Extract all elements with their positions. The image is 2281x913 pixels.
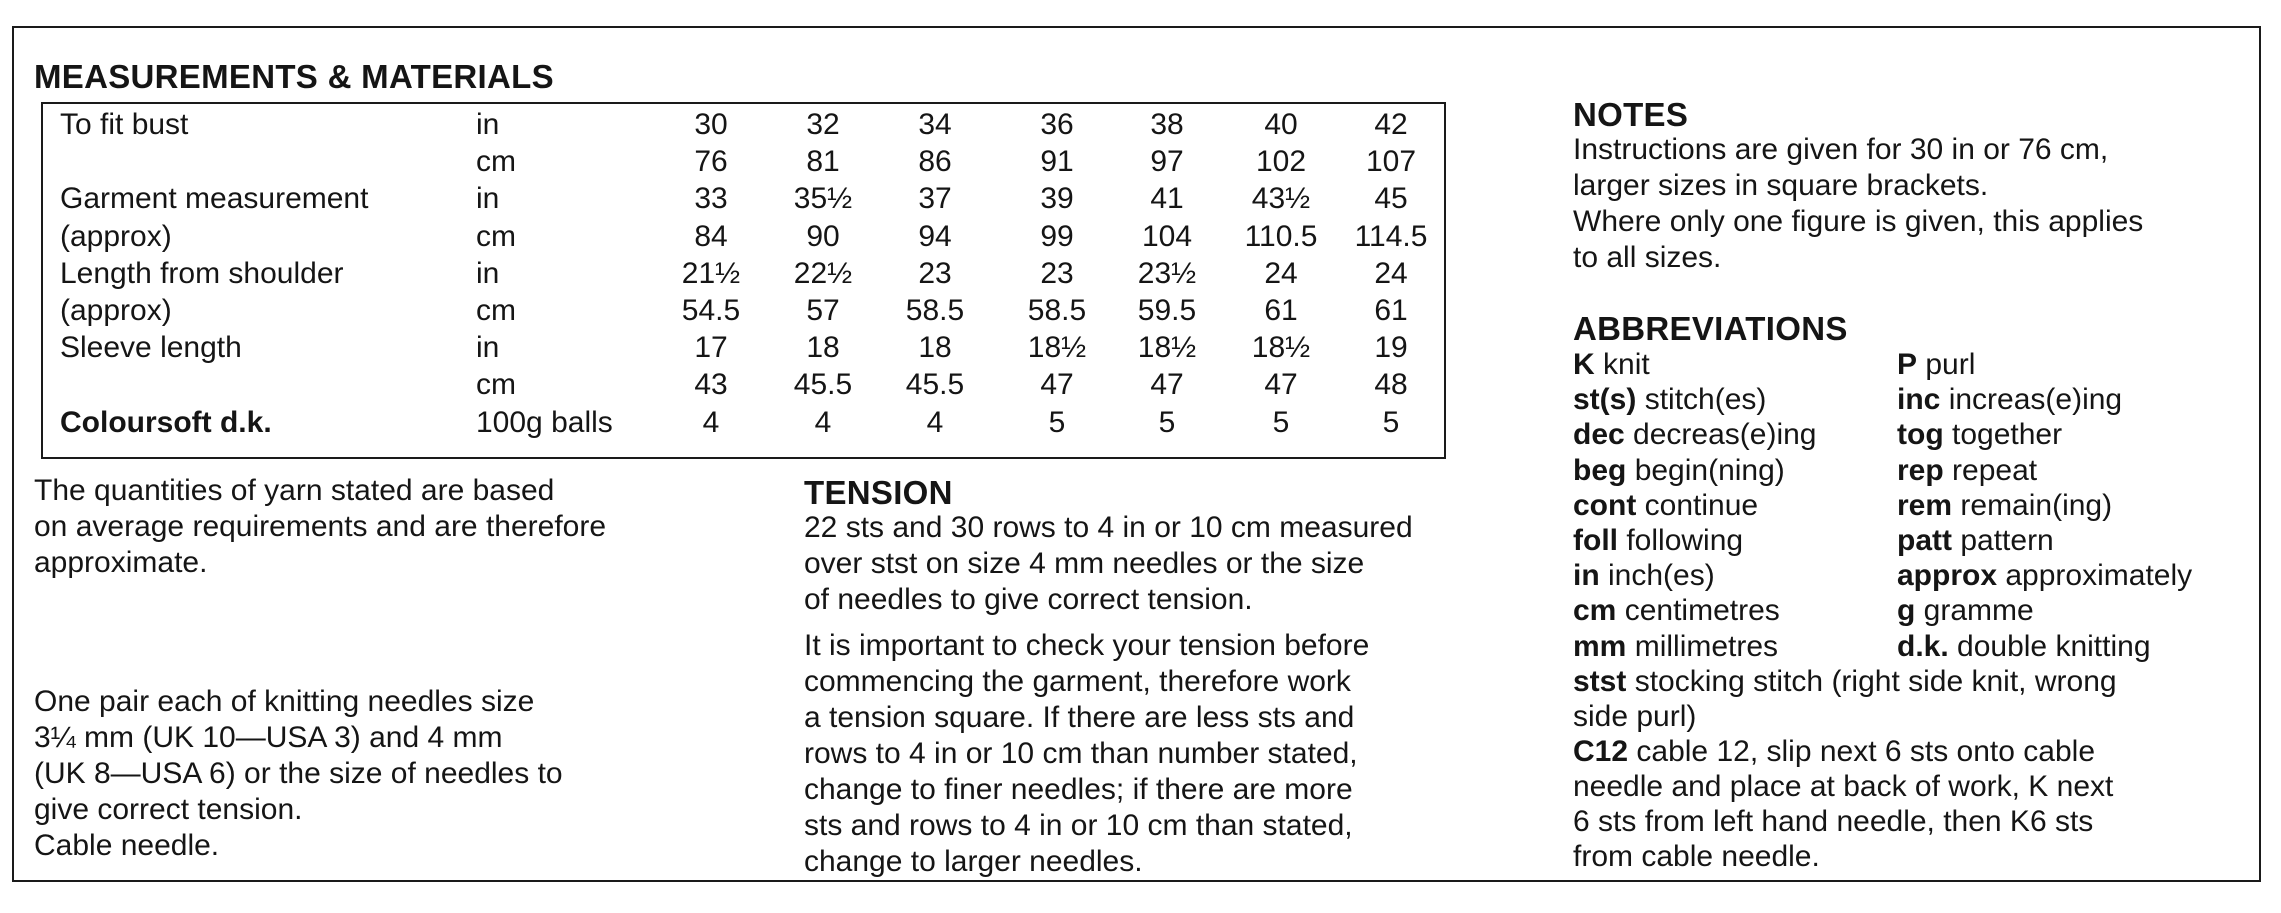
abbreviation-term: cont	[1573, 489, 1637, 522]
size-value: 24	[1374, 257, 1408, 290]
abbreviation-stst	[1573, 664, 2117, 699]
needles-note	[34, 684, 563, 864]
abbreviation-term: patt	[1897, 524, 1952, 557]
size-value: 43	[694, 368, 728, 401]
measurements-heading: MEASUREMENTS & MATERIALS	[34, 58, 554, 95]
needles-note-line: Cable needle.	[34, 829, 220, 862]
abbreviation-term: stst	[1573, 665, 1627, 698]
abbreviation-stst-cont: side purl)	[1573, 700, 1697, 733]
size-value: 59.5	[1137, 294, 1197, 327]
abbreviation-item	[1573, 347, 1650, 382]
yarn-note-line: approximate.	[34, 546, 208, 579]
size-value: 5	[1048, 406, 1066, 439]
abbreviation-term: approx	[1897, 559, 1998, 592]
size-value: 107	[1365, 145, 1417, 178]
abbreviation-c12-cont: needle and place at back of work, K next	[1573, 770, 2114, 803]
abbreviation-term: P	[1897, 348, 1918, 381]
size-value: 114.5	[1354, 220, 1428, 253]
size-value: 81	[806, 145, 840, 178]
abbreviation-item	[1573, 453, 1785, 488]
size-value: 90	[806, 220, 840, 253]
size-value: 37	[918, 182, 952, 215]
abbreviation-c12-cont: 6 sts from left hand needle, then K6 sts	[1573, 805, 2094, 838]
size-value: 35½	[793, 182, 853, 215]
size-value: 84	[694, 220, 728, 253]
notes-line: larger sizes in square brackets.	[1573, 169, 1989, 202]
row-label: (approx)	[60, 220, 172, 253]
size-value: 30	[694, 108, 728, 141]
needles-note-line: One pair each of knitting needles size	[34, 685, 535, 718]
abbreviation-meaning: begin(ning)	[1634, 454, 1785, 487]
size-value: 42	[1374, 108, 1408, 141]
tension-line: change to finer needles; if there are more	[804, 773, 1353, 806]
abbreviation-meaning: knit	[1603, 348, 1650, 381]
abbreviation-meaning: stocking stitch (right side knit, wrong	[1634, 665, 2117, 698]
yarn-note-line: The quantities of yarn stated are based	[34, 474, 555, 507]
abbreviation-meaning: continue	[1644, 489, 1759, 522]
size-value: 22½	[793, 257, 853, 290]
abbreviation-meaning: double knitting	[1957, 630, 2151, 663]
row-unit: in	[476, 257, 500, 290]
abbreviation-c12-cont: from cable needle.	[1573, 840, 1820, 873]
row-unit: in	[476, 182, 500, 215]
notes-line: Instructions are given for 30 in or 76 cm,	[1573, 133, 2109, 166]
size-value: 91	[1040, 145, 1074, 178]
abbreviation-item	[1573, 417, 1816, 452]
size-value: 58.5	[905, 294, 965, 327]
size-value: 41	[1150, 182, 1184, 215]
size-value: 99	[1040, 220, 1074, 253]
abbreviation-item	[1573, 558, 1715, 593]
tension-line: commencing the garment, therefore work	[804, 665, 1351, 698]
abbreviation-item	[1897, 629, 2151, 664]
tension-line: It is important to check your tension before	[804, 629, 1370, 662]
abbreviation-meaning: millimetres	[1634, 630, 1779, 663]
size-value: 18½	[1027, 331, 1087, 364]
tension-paragraph-2	[804, 628, 1369, 880]
abbreviation-term: mm	[1573, 630, 1627, 663]
size-value: 104	[1141, 220, 1193, 253]
size-value: 102	[1255, 145, 1307, 178]
size-value: 18	[918, 331, 952, 364]
tension-paragraph-1	[804, 510, 1413, 618]
tension-heading: TENSION	[804, 474, 953, 511]
tension-line: of needles to give correct tension.	[804, 583, 1253, 616]
row-label: Length from shoulder	[60, 257, 344, 290]
size-value: 48	[1374, 368, 1408, 401]
abbreviation-term: st(s)	[1573, 383, 1637, 416]
abbreviation-term: g	[1897, 594, 1916, 627]
row-unit: cm	[476, 294, 516, 327]
size-value: 76	[694, 145, 728, 178]
tension-line: change to larger needles.	[804, 845, 1143, 878]
abbreviation-item	[1573, 593, 1780, 628]
notes-line: Where only one figure is given, this applies	[1573, 205, 2144, 238]
abbreviation-term: foll	[1573, 524, 1618, 557]
tension-line: sts and rows to 4 in or 10 cm than stated,	[804, 809, 1353, 842]
abbreviation-meaning: pattern	[1960, 524, 2054, 557]
size-value: 18	[806, 331, 840, 364]
abbreviation-term: cm	[1573, 594, 1617, 627]
abbreviation-term: K	[1573, 348, 1595, 381]
abbreviation-item	[1897, 593, 2034, 628]
row-unit: in	[476, 108, 500, 141]
abbreviation-meaning: cable 12, slip next 6 sts onto cable	[1636, 735, 2096, 768]
yarn-note	[34, 473, 606, 581]
tension-line: 22 sts and 30 rows to 4 in or 10 cm measured	[804, 511, 1413, 544]
size-value: 47	[1040, 368, 1074, 401]
abbreviation-term: dec	[1573, 418, 1625, 451]
row-unit: cm	[476, 145, 516, 178]
abbreviation-term: d.k.	[1897, 630, 1949, 663]
abbreviation-term: in	[1573, 559, 1600, 592]
abbreviation-item	[1897, 347, 1975, 382]
size-value: 5	[1158, 406, 1176, 439]
size-value: 34	[918, 108, 952, 141]
row-label: (approx)	[60, 294, 172, 327]
abbreviation-item	[1573, 382, 1766, 417]
size-value: 97	[1150, 145, 1184, 178]
row-unit: cm	[476, 220, 516, 253]
abbreviation-term: rem	[1897, 489, 1953, 522]
size-value: 5	[1272, 406, 1290, 439]
size-value: 5	[1382, 406, 1400, 439]
abbreviation-item	[1897, 523, 2054, 558]
row-label: Coloursoft d.k.	[60, 406, 272, 439]
yarn-note-line: on average requirements and are therefore	[34, 510, 607, 543]
abbreviation-term: inc	[1897, 383, 1941, 416]
size-value: 24	[1264, 257, 1298, 290]
size-value: 39	[1040, 182, 1074, 215]
size-value: 36	[1040, 108, 1074, 141]
abbreviations-heading: ABBREVIATIONS	[1573, 310, 1848, 347]
abbreviation-item	[1573, 523, 1743, 558]
size-value: 38	[1150, 108, 1184, 141]
size-value: 32	[806, 108, 840, 141]
size-value: 4	[814, 406, 832, 439]
notes-text	[1573, 132, 2143, 276]
size-value: 17	[694, 331, 728, 364]
tension-line: rows to 4 in or 10 cm than number stated,	[804, 737, 1358, 770]
abbreviation-item	[1897, 488, 2112, 523]
abbreviation-meaning: approximately	[2005, 559, 2193, 592]
size-value: 18½	[1137, 331, 1197, 364]
size-value: 23½	[1137, 257, 1197, 290]
abbreviation-meaning: purl	[1925, 348, 1976, 381]
needles-note-line: (UK 8—USA 6) or the size of needles to	[34, 757, 563, 790]
size-value: 61	[1374, 294, 1408, 327]
size-value: 43½	[1251, 182, 1311, 215]
size-value: 47	[1264, 368, 1298, 401]
notes-heading: NOTES	[1573, 96, 1689, 133]
row-label: To fit bust	[60, 108, 189, 141]
size-value: 110.5	[1244, 220, 1318, 253]
abbreviation-item	[1897, 382, 2122, 417]
abbreviation-meaning: following	[1626, 524, 1744, 557]
abbreviation-meaning: inch(es)	[1608, 559, 1715, 592]
abbreviation-c12	[1573, 734, 2095, 769]
size-value: 19	[1374, 331, 1408, 364]
row-unit: in	[476, 331, 500, 364]
needles-note-line: give correct tension.	[34, 793, 303, 826]
abbreviation-term: tog	[1897, 418, 1944, 451]
size-value: 61	[1264, 294, 1298, 327]
abbreviation-term: C12	[1573, 735, 1629, 768]
notes-line: to all sizes.	[1573, 241, 1722, 274]
abbreviation-item	[1573, 629, 1778, 664]
size-value: 86	[918, 145, 952, 178]
abbreviation-meaning: stitch(es)	[1644, 383, 1767, 416]
size-value: 45.5	[905, 368, 965, 401]
size-value: 45	[1374, 182, 1408, 215]
size-value: 23	[1040, 257, 1074, 290]
abbreviation-item	[1897, 453, 2037, 488]
size-value: 94	[918, 220, 952, 253]
size-value: 47	[1150, 368, 1184, 401]
size-value: 18½	[1251, 331, 1311, 364]
size-value: 4	[926, 406, 944, 439]
abbreviation-item	[1897, 558, 2192, 593]
size-value: 45.5	[793, 368, 853, 401]
size-value: 4	[702, 406, 720, 439]
abbreviation-meaning: increas(e)ing	[1948, 383, 2123, 416]
abbreviation-meaning: decreas(e)ing	[1633, 418, 1817, 451]
abbreviation-meaning: remain(ing)	[1960, 489, 2113, 522]
size-value: 40	[1264, 108, 1298, 141]
abbreviation-meaning: centimetres	[1624, 594, 1780, 627]
row-label: Sleeve length	[60, 331, 242, 364]
row-unit: cm	[476, 368, 516, 401]
size-value: 58.5	[1027, 294, 1087, 327]
size-value: 21½	[681, 257, 741, 290]
needles-note-line: 3¼ mm (UK 10—USA 3) and 4 mm	[34, 721, 503, 754]
size-value: 23	[918, 257, 952, 290]
abbreviation-term: beg	[1573, 454, 1627, 487]
size-value: 54.5	[681, 294, 741, 327]
tension-line: a tension square. If there are less sts and	[804, 701, 1355, 734]
abbreviation-item	[1573, 488, 1758, 523]
abbreviation-term: rep	[1897, 454, 1944, 487]
abbreviation-meaning: gramme	[1923, 594, 2034, 627]
row-unit: 100g balls	[476, 406, 613, 439]
tension-line: over stst on size 4 mm needles or the size	[804, 547, 1365, 580]
size-value: 33	[694, 182, 728, 215]
abbreviation-meaning: repeat	[1952, 454, 2038, 487]
size-value: 57	[806, 294, 840, 327]
abbreviation-item	[1897, 417, 2062, 452]
row-label: Garment measurement	[60, 182, 369, 215]
abbreviation-meaning: together	[1951, 418, 2063, 451]
